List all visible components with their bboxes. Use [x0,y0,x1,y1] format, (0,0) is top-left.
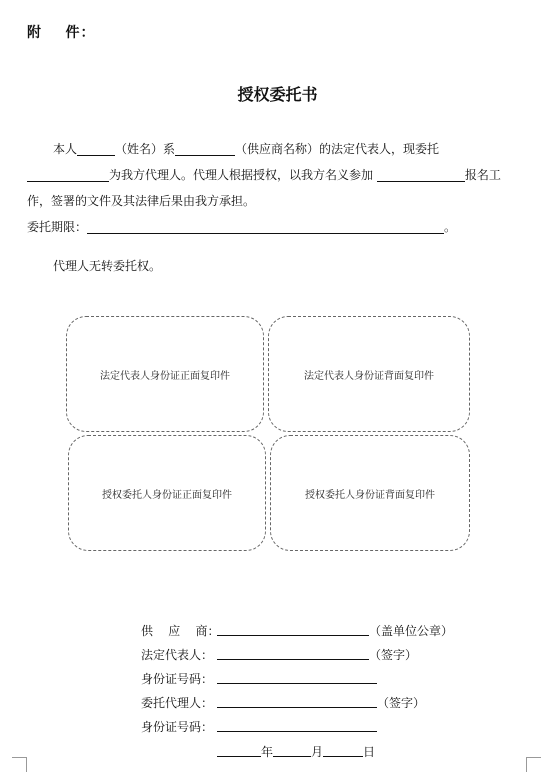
month-label: 月 [311,745,324,759]
project-name-blank[interactable] [377,167,465,182]
id-box-agent-back [270,435,470,551]
legal-rep-row [141,647,417,663]
agent-name-blank[interactable] [27,167,109,182]
text-name-hint: （姓名）系 [115,142,176,156]
supplier-note: （盖单位公章） [369,624,454,638]
day-label: 日 [363,745,376,759]
month-blank[interactable] [273,744,311,757]
legal-rep-label: 法定代表人： [141,648,214,662]
text-agent-role: 为我方代理人。代理人根据授权，以我方名义参加 [109,168,374,182]
id-box-label: 法定代表人身份证正面复印件 [100,370,230,382]
legal-rep-blank[interactable] [217,647,369,660]
text-registration: 报名工 [464,168,501,182]
id-box-label: 授权委托人身份证背面复印件 [305,489,435,501]
supplier-name-blank[interactable] [175,141,235,156]
id-box-label: 法定代表人身份证背面复印件 [304,370,434,382]
id-box-legal-front [66,316,264,432]
id-number-blank[interactable] [217,719,377,732]
id-box-label: 授权委托人身份证正面复印件 [102,489,232,501]
term-line [27,214,527,240]
year-blank[interactable] [217,744,261,757]
id-number-label: 身份证号码： [141,720,214,734]
authorization-paragraph [27,136,527,240]
year-label: 年 [261,745,274,759]
corner-mark-bottom-left [12,757,27,772]
id-number-blank[interactable] [217,671,377,684]
id-box-legal-back [268,316,470,432]
paragraph-line-1 [27,136,527,162]
agent-note: （签字） [377,696,426,710]
id-number-row-1 [141,671,377,687]
agent-row [141,695,425,711]
supplier-row [141,623,453,639]
date-row [217,744,375,760]
name-blank[interactable] [77,141,115,156]
document-title: 授权委托书 [237,85,318,104]
term-end: 。 [444,220,457,234]
term-label: 委托期限： [27,220,88,234]
agent-blank[interactable] [217,695,377,708]
id-number-row-2 [141,719,377,735]
id-box-agent-front [68,435,266,551]
paragraph-line-2 [27,162,527,188]
text-principal: 本人 [53,142,78,156]
paragraph-line-3: 作，签署的文件及其法律后果由我方承担。 [27,194,256,208]
no-transfer-note: 代理人无转委托权。 [53,259,162,273]
supplier-blank[interactable] [217,623,369,636]
corner-mark-bottom-right [526,757,541,772]
day-blank[interactable] [323,744,363,757]
supplier-label: 供 应 商： [141,624,220,638]
text-legal-rep: （供应商名称）的法定代表人，现委托 [235,142,440,156]
legal-rep-note: （签字） [369,648,418,662]
agent-label: 委托代理人： [141,696,214,710]
term-blank[interactable] [87,219,444,234]
attachment-label: 附 件： [27,25,96,41]
id-number-label: 身份证号码： [141,672,214,686]
